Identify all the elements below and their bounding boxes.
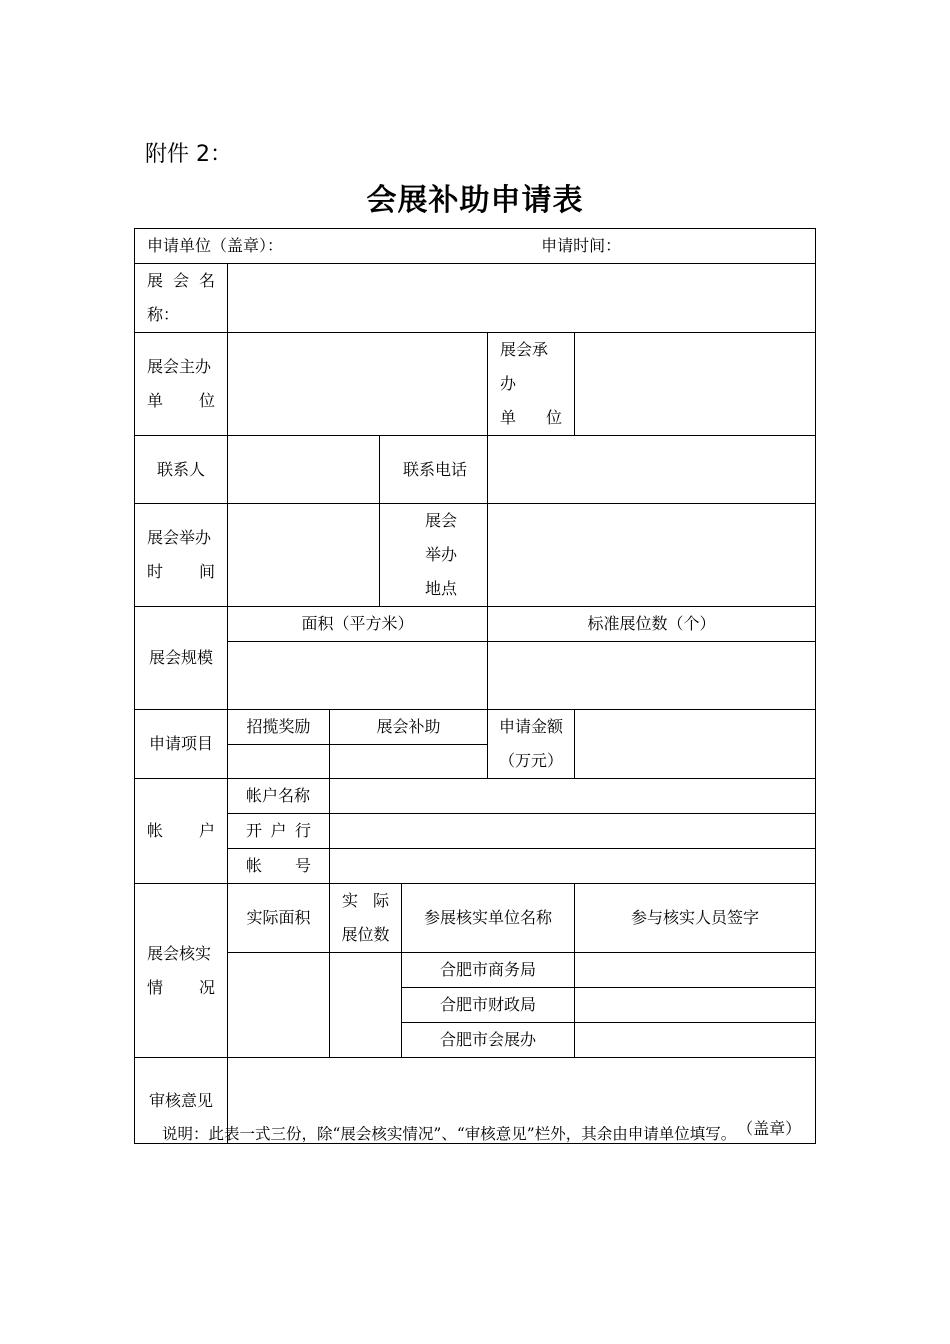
project-option-attract: 招揽奖励 — [228, 710, 330, 745]
form-note: 说明：此表一式三份，除“展会核实情况”、“审核意见”栏外，其余由申请单位填写。 — [162, 1125, 737, 1143]
account-bank-label: 开 户 行 — [228, 814, 330, 849]
hold-time-field[interactable] — [228, 504, 380, 607]
hold-time-place-row — [135, 504, 816, 607]
project-label: 申请项目 — [135, 710, 228, 779]
exhibition-name-label: 展 会 名 称： — [135, 264, 228, 333]
contact-phone-field[interactable] — [488, 436, 816, 504]
verify-unit-finance: 合肥市财政局 — [402, 988, 575, 1023]
undertaker-field[interactable] — [575, 333, 816, 436]
scale-label: 展会规模 — [135, 607, 228, 710]
apply-amount-label: 申请金额 （万元） — [488, 710, 575, 779]
scale-area-field[interactable] — [228, 642, 488, 710]
exhibition-name-field[interactable] — [228, 264, 816, 333]
verify-sign-header: 参与核实人员签字 — [575, 884, 816, 953]
verify-unit-header: 参展核实单位名称 — [402, 884, 575, 953]
hold-place-field[interactable] — [488, 504, 816, 607]
organizer-label: 展会主办 单 位 — [135, 333, 228, 436]
scale-area-header: 面积（平方米） — [228, 607, 488, 642]
hold-time-label: 展会举办 时 间 — [135, 504, 228, 607]
organizer-row — [135, 333, 816, 436]
verify-sign-field-3[interactable] — [575, 1023, 816, 1058]
account-label: 帐 户 — [135, 779, 228, 884]
verify-actual-booth-field[interactable] — [330, 953, 402, 1058]
undertaker-label: 展会承办 单 位 — [488, 333, 575, 436]
account-name-row — [135, 779, 816, 814]
verify-unit-commerce: 合肥市商务局 — [402, 953, 575, 988]
project-attract-field[interactable] — [228, 745, 330, 779]
form-title: 会展补助申请表 — [366, 183, 584, 218]
project-row-1 — [135, 710, 816, 745]
contact-person-label: 联系人 — [135, 436, 228, 504]
application-form-table — [134, 228, 816, 1144]
verify-unit-exhibition-office: 合肥市会展办 — [402, 1023, 575, 1058]
contact-row — [135, 436, 816, 504]
hold-place-label: 展会举办 地点 — [380, 504, 488, 607]
review-stamp-label: （盖章） — [737, 1119, 802, 1138]
account-bank-field[interactable] — [330, 814, 816, 849]
header-cell — [135, 229, 816, 264]
attachment-label: 附件 2： — [145, 142, 232, 167]
contact-person-field[interactable] — [228, 436, 380, 504]
scale-values-row — [135, 642, 816, 710]
verify-actual-area-field[interactable] — [228, 953, 330, 1058]
apply-time-label: 申请时间： — [541, 236, 622, 255]
header-row — [135, 229, 816, 264]
account-number-row — [135, 849, 816, 884]
scale-booths-header: 标准展位数（个） — [488, 607, 816, 642]
account-number-field[interactable] — [330, 849, 816, 884]
project-option-subsidy: 展会补助 — [330, 710, 488, 745]
organizer-field[interactable] — [228, 333, 488, 436]
account-name-field[interactable] — [330, 779, 816, 814]
scale-header-row — [135, 607, 816, 642]
verify-sign-field-2[interactable] — [575, 988, 816, 1023]
verify-actual-booth-header: 实 际 展位数 — [330, 884, 402, 953]
review-label: 审核意见 — [135, 1058, 228, 1144]
verify-actual-area-header: 实际面积 — [228, 884, 330, 953]
account-name-label: 帐户名称 — [228, 779, 330, 814]
exhibition-name-row — [135, 264, 816, 333]
verify-label: 展会核实 情 况 — [135, 884, 228, 1058]
verify-header-row — [135, 884, 816, 953]
verify-sign-field-1[interactable] — [575, 953, 816, 988]
account-number-label: 帐 号 — [228, 849, 330, 884]
applicant-label: 申请单位（盖章）： — [147, 236, 284, 255]
scale-booths-field[interactable] — [488, 642, 816, 710]
apply-amount-field[interactable] — [575, 710, 816, 779]
account-bank-row — [135, 814, 816, 849]
contact-phone-label: 联系电话 — [380, 436, 488, 504]
verify-unit-row-1 — [135, 953, 816, 988]
project-subsidy-field[interactable] — [330, 745, 488, 779]
